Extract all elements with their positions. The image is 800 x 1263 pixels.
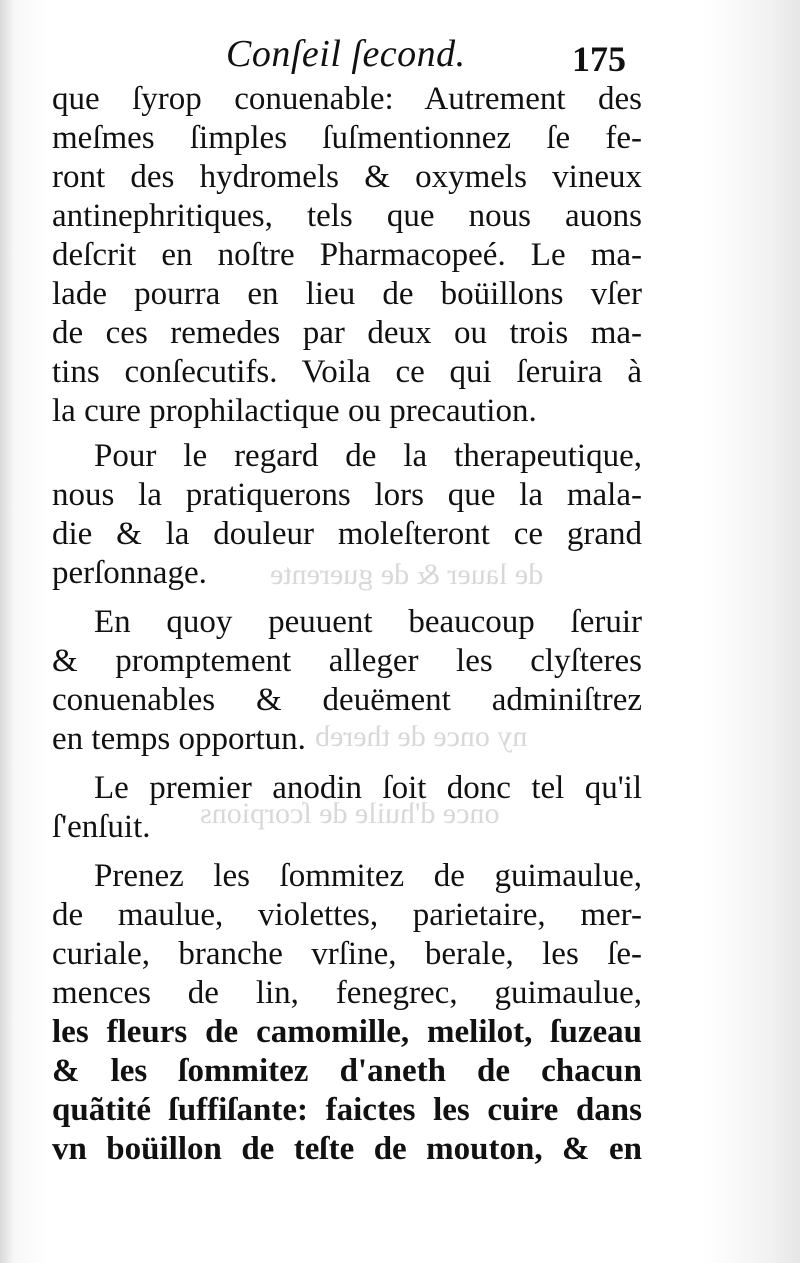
text-line: en temps opportun. (52, 721, 306, 757)
text-line: mences de lin, fenegrec, guimaulue, (52, 975, 642, 1011)
bleed-through-text: de lauer & de guerente (270, 558, 544, 591)
text-line: tins conſecutifs. Voila ce qui ſeruira à (52, 354, 642, 390)
text-line: de ces remedes par deux ou trois ma- (52, 315, 642, 351)
text-line: les fleurs de camomille, melilot, ſuzeau (52, 1014, 642, 1050)
text-line: quãtité ſuffiſante: faictes les cuire dans (52, 1092, 642, 1128)
text-line: nous la pratiquerons lors que la mala- (52, 477, 642, 513)
running-title: Conſeil ſecond. (226, 33, 466, 75)
bleed-through-text: once d'huile de ſcorpions (200, 797, 500, 830)
text-line: ſ'enſuit. (52, 809, 151, 845)
paragraph-3 (52, 603, 642, 759)
bleed-through-text: ny once de thereb (315, 720, 528, 753)
text-line: de maulue, violettes, parietaire, mer- (52, 897, 642, 933)
text-line: conuenables & deuëment adminiſtrez (52, 682, 642, 718)
text-line: vn boüillon de teſte de mouton, & en (52, 1131, 642, 1167)
body-text (52, 80, 642, 1169)
paragraph-2 (52, 437, 642, 593)
paragraph-1 (52, 80, 642, 431)
text-line: la cure prophilactique ou precaution. (52, 393, 537, 429)
paragraph-4 (52, 769, 642, 847)
paragraph-5 (52, 857, 642, 1169)
text-line: En quoy peuuent beaucoup ſeruir (94, 604, 642, 640)
text-line: meſmes ſimples ſuſmentionnez ſe fe- (52, 120, 642, 156)
text-line: antinephritiques, tels que nous auons (52, 198, 642, 234)
text-line: ront des hydromels & oxymels vineux (52, 159, 642, 195)
page-gutter-shadow (0, 0, 14, 1263)
text-line: curiale, branche vrſine, berale, les ſe- (52, 936, 642, 972)
text-line: Le premier anodin ſoit donc tel qu'il (94, 770, 642, 806)
text-line: Prenez les ſommitez de guimaulue, (94, 858, 642, 894)
text-line: & promptement alleger les clyſteres (52, 643, 642, 679)
text-line: Pour le regard de la therapeutique, (94, 438, 642, 474)
text-line: deſcrit en noſtre Pharmacopeé. Le ma- (52, 237, 642, 273)
text-line: & les ſommitez d'aneth de chacun (52, 1053, 642, 1089)
text-line: lade pourra en lieu de boüillons vſer (52, 276, 642, 312)
text-line: perſonnage. (52, 555, 207, 591)
page-number: 175 (572, 39, 626, 79)
text-line: que ſyrop conuenable: Autrement des (52, 81, 642, 117)
text-line: die & la douleur moleſteront ce grand (52, 516, 642, 552)
